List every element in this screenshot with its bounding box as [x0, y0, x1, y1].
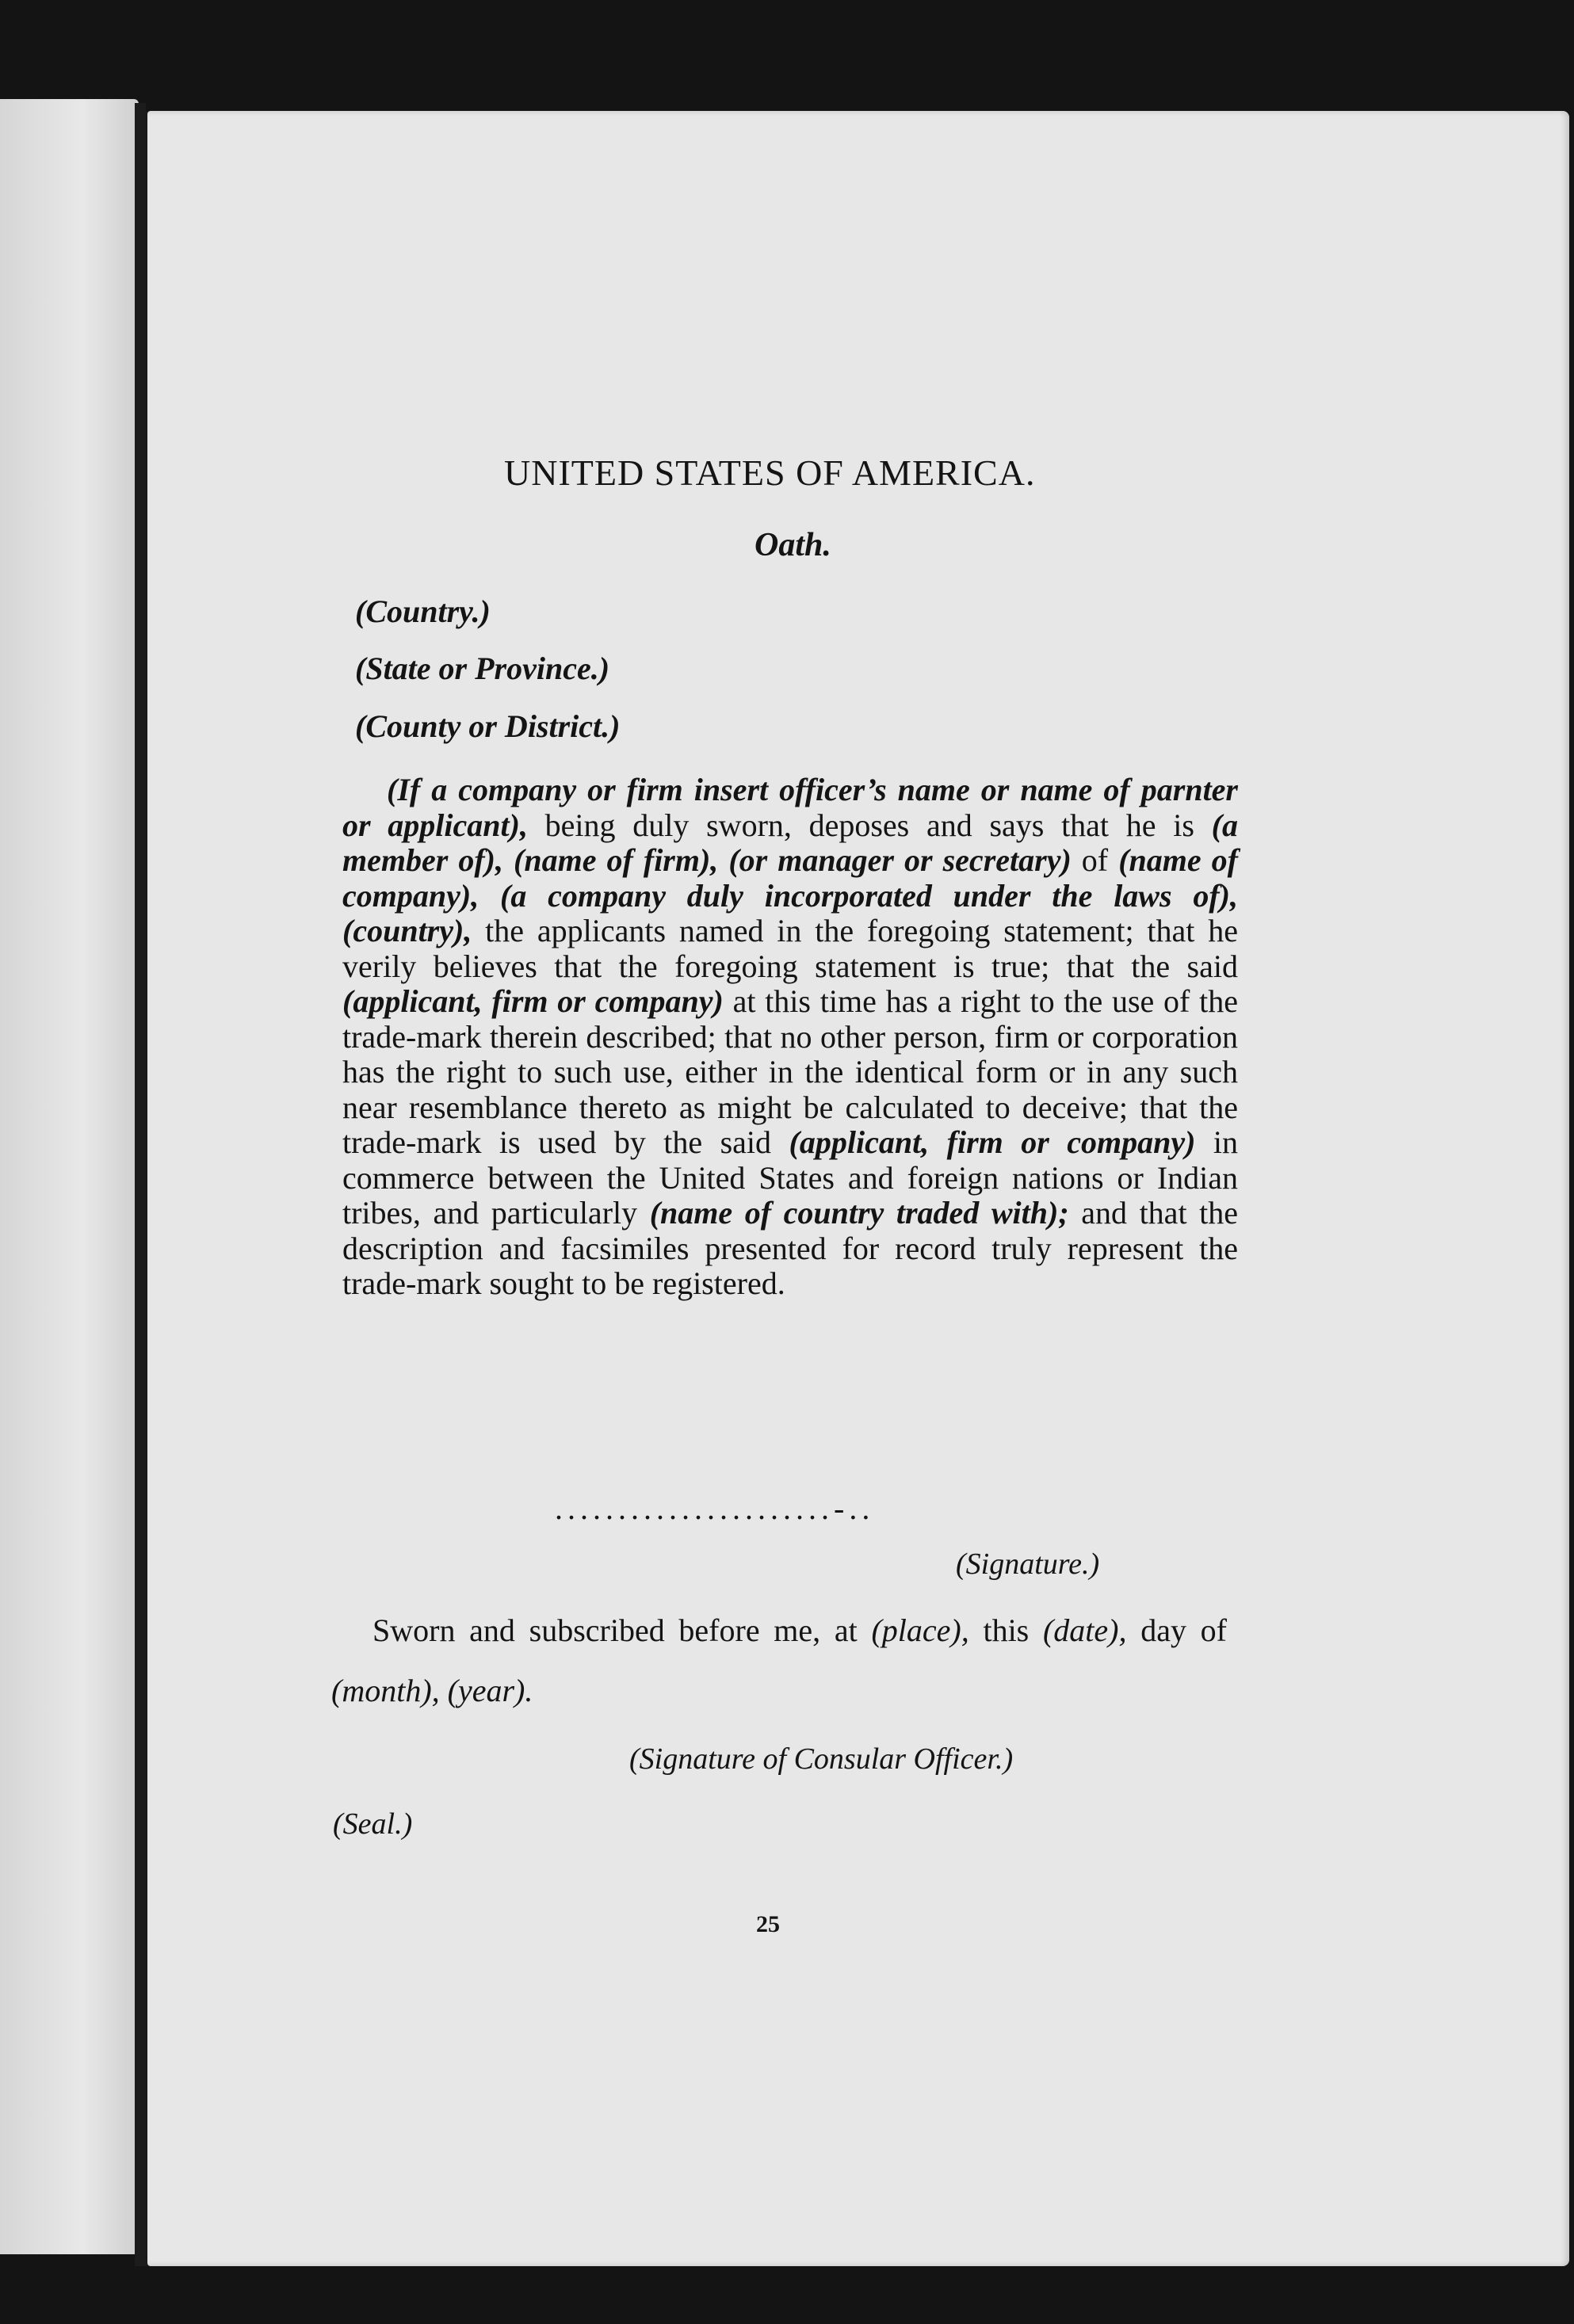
state-line: (State or Province.) [355, 651, 610, 686]
body-segment: being duly sworn, deposes and says that he is [527, 807, 1212, 843]
country-line: (Country.) [355, 593, 491, 629]
sworn-segment: this [968, 1612, 1043, 1648]
body-segment: (name of country traded with); [649, 1195, 1069, 1231]
signature-line: ......................-.. [555, 1490, 875, 1526]
book-spine [135, 103, 146, 2266]
seal-label: (Seal.) [333, 1807, 413, 1841]
sworn-statement [331, 1601, 1227, 1721]
body-segment: and that the description and facsimiles presented for record truly represent the trade-mark sought to be registered. [342, 1195, 1238, 1301]
oath-paragraph [342, 773, 1238, 1302]
consular-signature-label: (Signature of Consular Officer.) [629, 1742, 1014, 1776]
county-line: (County or District.) [355, 708, 621, 744]
page-title: UNITED STATES OF AMERICA. [504, 452, 1036, 493]
body-segment: (name of company), (a company duly incorporated under the laws of), (country), [342, 842, 1238, 948]
body-segment: of [1071, 842, 1119, 878]
sworn-segment: day of [1126, 1612, 1227, 1648]
body-segment: the applicants named in the foregoing statement; that he verily believes that the foregoing statement is true; that the said [342, 913, 1238, 984]
sworn-segment: (month), (year). [331, 1673, 533, 1708]
body-segment: at this time has a right to the use of the trade-mark therein described; that no other person, firm or corporation has the right to such use, either in the identical form or in any such near resemblance thereto as might be calculated to deceive; that the trade-mark is used by the said [342, 983, 1238, 1160]
sworn-segment: (place), [871, 1612, 969, 1648]
body-segment: (a member of), (name of firm), (or manager or secretary) [342, 807, 1238, 878]
page-number: 25 [756, 1911, 780, 1937]
sworn-segment: Sworn and subscribed before me, at [372, 1612, 872, 1648]
body-segment: (If a company or firm insert officer’s name or name of parnter or applicant), [342, 772, 1238, 843]
sworn-segment: (date), [1042, 1612, 1127, 1648]
adjacent-page-edge [0, 99, 139, 2254]
page-subtitle: Oath. [755, 527, 831, 563]
body-segment: (applicant, firm or company) [789, 1124, 1196, 1160]
body-segment: in commerce between the United States and foreign nations or Indian tribes, and particularly [342, 1124, 1238, 1231]
body-segment: (applicant, firm or company) [342, 983, 724, 1019]
signature-label: (Signature.) [956, 1547, 1100, 1581]
